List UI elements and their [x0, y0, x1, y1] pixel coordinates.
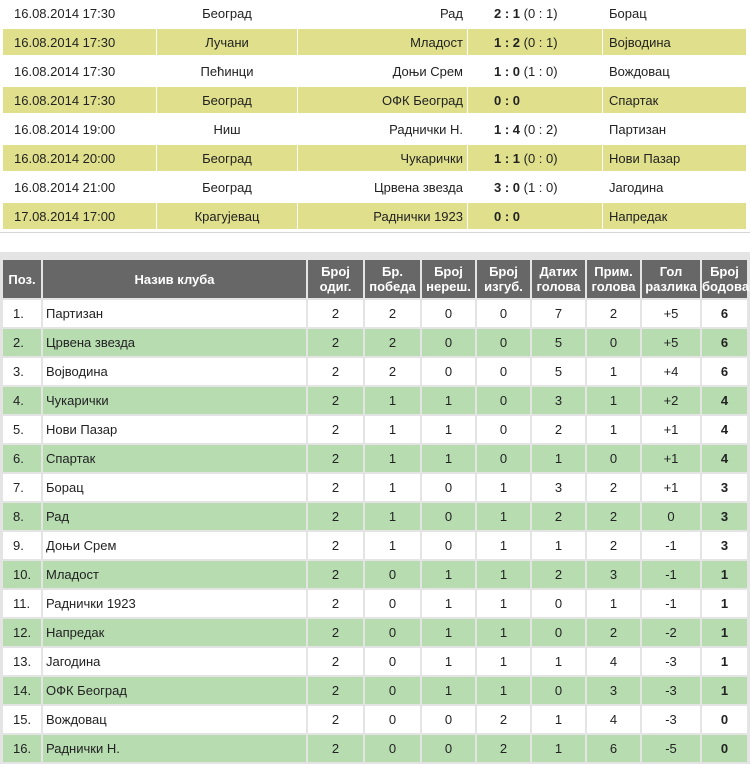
match-datetime: 16.08.2014 17:30 [3, 58, 157, 84]
match-halftime-score: (0 : 0) [523, 150, 558, 166]
match-home-team: Доњи Срем [298, 58, 468, 84]
standing-drawn: 0 [422, 501, 477, 530]
standing-points: 6 [702, 298, 747, 327]
standings-body [3, 298, 747, 762]
match-datetime: 17.08.2014 17:00 [3, 203, 157, 229]
match-score [468, 29, 603, 55]
standing-drawn: 1 [422, 588, 477, 617]
match-away-team: Јагодина [603, 174, 747, 200]
match-home-team: Раднички 1923 [298, 203, 468, 229]
match-final-score: 0 : 0 [494, 208, 521, 224]
standing-played: 2 [308, 588, 365, 617]
match-city: Ниш [157, 116, 298, 142]
standing-lost: 2 [477, 704, 532, 733]
standing-lost: 1 [477, 675, 532, 704]
standing-position: 11. [3, 588, 43, 617]
standing-goal-difference: -1 [642, 588, 702, 617]
match-row [3, 58, 747, 84]
header-drawn [422, 260, 477, 298]
header-won-line2: победа [369, 279, 416, 294]
match-halftime-score: (0 : 2) [523, 121, 558, 137]
standing-goals-for: 2 [532, 414, 587, 443]
standing-won: 0 [365, 733, 422, 762]
standings-row [3, 733, 747, 762]
header-lost-line1: Број [489, 264, 518, 279]
standing-played: 2 [308, 675, 365, 704]
standing-position: 12. [3, 617, 43, 646]
standing-goals-against: 3 [587, 559, 642, 588]
standing-lost: 1 [477, 559, 532, 588]
header-goals-against-line2: голова [591, 279, 636, 294]
standings-row [3, 617, 747, 646]
standing-points: 1 [702, 617, 747, 646]
standing-goals-for: 3 [532, 472, 587, 501]
standing-club: Чукарички [43, 385, 308, 414]
match-city: Београд [157, 174, 298, 200]
standing-won: 1 [365, 414, 422, 443]
header-goals-against-line1: Прим. [594, 264, 633, 279]
standings-row [3, 704, 747, 733]
standing-goals-for: 2 [532, 501, 587, 530]
standing-goals-against: 1 [587, 588, 642, 617]
standing-position: 6. [3, 443, 43, 472]
header-played-line1: Број [321, 264, 350, 279]
standing-points: 0 [702, 704, 747, 733]
header-points-line2: бодова [702, 279, 750, 294]
header-goals-for-line2: голова [536, 279, 581, 294]
match-home-team: Црвена звезда [298, 174, 468, 200]
header-played-line2: одиг. [319, 279, 352, 294]
standings-row [3, 501, 747, 530]
standings-row [3, 588, 747, 617]
header-goals-against [587, 260, 642, 298]
standing-goal-difference: +5 [642, 298, 702, 327]
match-away-team: Војводина [603, 29, 747, 55]
match-final-score: 1 : 2 [494, 34, 521, 50]
standing-position: 1. [3, 298, 43, 327]
standing-goals-for: 3 [532, 385, 587, 414]
standing-lost: 0 [477, 356, 532, 385]
league-standings-table [3, 260, 750, 762]
match-city: Београд [157, 145, 298, 171]
match-away-team: Нови Пазар [603, 145, 747, 171]
standing-played: 2 [308, 501, 365, 530]
standing-goals-against: 6 [587, 733, 642, 762]
match-row [3, 116, 747, 142]
standing-drawn: 0 [422, 327, 477, 356]
standing-position: 13. [3, 646, 43, 675]
standing-goals-against: 1 [587, 356, 642, 385]
standing-position: 9. [3, 530, 43, 559]
match-row [3, 145, 747, 171]
standing-club: Рад [43, 501, 308, 530]
standing-goal-difference: -3 [642, 704, 702, 733]
standing-points: 6 [702, 327, 747, 356]
standing-club: ОФК Београд [43, 675, 308, 704]
standing-drawn: 0 [422, 298, 477, 327]
standing-goal-difference: +2 [642, 385, 702, 414]
standing-played: 2 [308, 414, 365, 443]
standings-row [3, 356, 747, 385]
standing-club: Доњи Срем [43, 530, 308, 559]
standing-position: 4. [3, 385, 43, 414]
standing-goals-for: 5 [532, 356, 587, 385]
standing-lost: 1 [477, 588, 532, 617]
standing-won: 2 [365, 298, 422, 327]
standing-goals-for: 1 [532, 646, 587, 675]
match-row [3, 29, 747, 55]
standings-row [3, 327, 747, 356]
standing-goals-for: 7 [532, 298, 587, 327]
standings-row [3, 646, 747, 675]
standing-played: 2 [308, 298, 365, 327]
standing-goal-difference: 0 [642, 501, 702, 530]
match-home-team: Раднички Н. [298, 116, 468, 142]
standing-goals-against: 2 [587, 530, 642, 559]
standing-points: 1 [702, 559, 747, 588]
standing-position: 3. [3, 356, 43, 385]
standing-won: 1 [365, 501, 422, 530]
header-drawn-line1: Број [434, 264, 463, 279]
match-score [468, 0, 603, 26]
standing-played: 2 [308, 443, 365, 472]
header-goal-difference [642, 260, 702, 298]
standing-goals-against: 2 [587, 472, 642, 501]
standing-lost: 1 [477, 617, 532, 646]
standing-played: 2 [308, 327, 365, 356]
standing-drawn: 1 [422, 414, 477, 443]
standing-club: Партизан [43, 298, 308, 327]
standings-header-row [3, 260, 747, 298]
standing-won: 1 [365, 385, 422, 414]
match-datetime: 16.08.2014 17:30 [3, 0, 157, 26]
match-datetime: 16.08.2014 21:00 [3, 174, 157, 200]
section-divider [0, 232, 750, 233]
standings-row [3, 530, 747, 559]
standing-goal-difference: -2 [642, 617, 702, 646]
match-halftime-score: (1 : 0) [523, 63, 558, 79]
match-halftime-score: (0 : 1) [523, 5, 558, 21]
standing-goals-against: 1 [587, 414, 642, 443]
standing-goals-against: 2 [587, 617, 642, 646]
standing-goal-difference: -5 [642, 733, 702, 762]
standing-position: 5. [3, 414, 43, 443]
standings-row [3, 675, 747, 704]
header-played [308, 260, 365, 298]
match-row [3, 203, 747, 229]
match-home-team: Чукарички [298, 145, 468, 171]
match-row [3, 0, 747, 26]
match-score [468, 145, 603, 171]
standing-played: 2 [308, 733, 365, 762]
match-score [468, 87, 603, 113]
match-score [468, 174, 603, 200]
standing-points: 3 [702, 530, 747, 559]
standing-club: Јагодина [43, 646, 308, 675]
standing-won: 0 [365, 588, 422, 617]
match-datetime: 16.08.2014 20:00 [3, 145, 157, 171]
standing-goal-difference: -1 [642, 530, 702, 559]
standing-position: 14. [3, 675, 43, 704]
standing-won: 0 [365, 617, 422, 646]
standing-drawn: 0 [422, 704, 477, 733]
standing-goals-against: 1 [587, 385, 642, 414]
header-won-line1: Бр. [382, 264, 403, 279]
match-city: Београд [157, 87, 298, 113]
header-goal-difference-line2: разлика [645, 279, 697, 294]
standing-lost: 0 [477, 414, 532, 443]
standing-position: 8. [3, 501, 43, 530]
standing-won: 0 [365, 559, 422, 588]
header-goals-for-line1: Датих [539, 264, 578, 279]
match-final-score: 1 : 1 [494, 150, 521, 166]
standing-points: 0 [702, 733, 747, 762]
standing-played: 2 [308, 472, 365, 501]
standing-club: Борац [43, 472, 308, 501]
header-club: Назив клуба [43, 260, 308, 298]
standing-drawn: 0 [422, 356, 477, 385]
standing-points: 6 [702, 356, 747, 385]
standing-goal-difference: +1 [642, 472, 702, 501]
standing-lost: 0 [477, 298, 532, 327]
header-position: Поз. [3, 260, 43, 298]
standing-drawn: 1 [422, 675, 477, 704]
standing-drawn: 0 [422, 472, 477, 501]
standing-won: 2 [365, 356, 422, 385]
standing-played: 2 [308, 559, 365, 588]
standing-goals-for: 1 [532, 704, 587, 733]
header-lost-line2: изгуб. [484, 279, 523, 294]
standing-played: 2 [308, 356, 365, 385]
standing-points: 4 [702, 443, 747, 472]
match-away-team: Партизан [603, 116, 747, 142]
standing-goal-difference: +1 [642, 443, 702, 472]
standing-goals-against: 4 [587, 646, 642, 675]
standings-row [3, 443, 747, 472]
standing-points: 1 [702, 675, 747, 704]
header-drawn-line2: нереш. [426, 279, 471, 294]
standing-position: 7. [3, 472, 43, 501]
standing-points: 1 [702, 588, 747, 617]
standing-drawn: 1 [422, 443, 477, 472]
standing-points: 4 [702, 414, 747, 443]
match-datetime: 16.08.2014 17:30 [3, 29, 157, 55]
standing-drawn: 1 [422, 617, 477, 646]
standing-club: Раднички Н. [43, 733, 308, 762]
match-score [468, 58, 603, 84]
match-away-team: Напредак [603, 203, 747, 229]
standing-points: 3 [702, 472, 747, 501]
standing-won: 2 [365, 327, 422, 356]
standing-drawn: 1 [422, 385, 477, 414]
match-final-score: 2 : 1 [494, 5, 521, 21]
standing-club: Напредак [43, 617, 308, 646]
standing-goals-against: 2 [587, 501, 642, 530]
standing-goals-for: 0 [532, 675, 587, 704]
match-city: Лучани [157, 29, 298, 55]
standing-won: 1 [365, 443, 422, 472]
match-datetime: 16.08.2014 19:00 [3, 116, 157, 142]
match-score [468, 116, 603, 142]
match-home-team: ОФК Београд [298, 87, 468, 113]
standings-row [3, 559, 747, 588]
header-won [365, 260, 422, 298]
standing-goal-difference: +4 [642, 356, 702, 385]
match-city: Пећинци [157, 58, 298, 84]
standing-won: 1 [365, 530, 422, 559]
match-halftime-score: (1 : 0) [523, 179, 558, 195]
standing-goals-for: 5 [532, 327, 587, 356]
standing-won: 1 [365, 472, 422, 501]
standings-row [3, 472, 747, 501]
standing-played: 2 [308, 646, 365, 675]
match-datetime: 16.08.2014 17:30 [3, 87, 157, 113]
match-home-team: Рад [298, 0, 468, 26]
header-lost [477, 260, 532, 298]
standing-lost: 0 [477, 327, 532, 356]
standing-played: 2 [308, 704, 365, 733]
standing-lost: 1 [477, 501, 532, 530]
standing-lost: 1 [477, 530, 532, 559]
standing-goals-for: 0 [532, 617, 587, 646]
standing-won: 0 [365, 646, 422, 675]
match-away-team: Спартак [603, 87, 747, 113]
match-away-team: Борац [603, 0, 747, 26]
standing-points: 3 [702, 501, 747, 530]
standing-goal-difference: +1 [642, 414, 702, 443]
standings-header [3, 260, 750, 298]
match-final-score: 1 : 4 [494, 121, 521, 137]
match-results-body [3, 0, 747, 229]
match-final-score: 3 : 0 [494, 179, 521, 195]
match-final-score: 1 : 0 [494, 63, 521, 79]
standing-played: 2 [308, 530, 365, 559]
standing-lost: 1 [477, 646, 532, 675]
standing-club: Раднички 1923 [43, 588, 308, 617]
standing-position: 16. [3, 733, 43, 762]
standing-position: 15. [3, 704, 43, 733]
standing-goals-for: 0 [532, 588, 587, 617]
standing-goals-against: 3 [587, 675, 642, 704]
standing-club: Вождовац [43, 704, 308, 733]
standing-goals-for: 1 [532, 443, 587, 472]
match-results-table [3, 0, 747, 232]
standing-club: Војводина [43, 356, 308, 385]
standing-goals-for: 1 [532, 530, 587, 559]
match-home-team: Младост [298, 29, 468, 55]
standing-drawn: 1 [422, 559, 477, 588]
standing-drawn: 0 [422, 530, 477, 559]
standing-points: 4 [702, 385, 747, 414]
standing-goal-difference: +5 [642, 327, 702, 356]
standing-won: 0 [365, 675, 422, 704]
standing-drawn: 1 [422, 646, 477, 675]
standing-goals-against: 0 [587, 327, 642, 356]
match-score [468, 203, 603, 229]
header-points-line1: Број [710, 264, 739, 279]
standing-lost: 1 [477, 472, 532, 501]
match-row [3, 87, 747, 113]
standing-position: 2. [3, 327, 43, 356]
standing-lost: 0 [477, 443, 532, 472]
match-halftime-score: (0 : 1) [523, 34, 558, 50]
standing-position: 10. [3, 559, 43, 588]
standings-row [3, 298, 747, 327]
match-away-team: Вождовац [603, 58, 747, 84]
standings-row [3, 414, 747, 443]
match-row [3, 174, 747, 200]
standing-drawn: 0 [422, 733, 477, 762]
header-points [702, 260, 750, 298]
standing-club: Младост [43, 559, 308, 588]
header-goals-for [532, 260, 587, 298]
standing-goal-difference: -1 [642, 559, 702, 588]
standing-goals-for: 1 [532, 733, 587, 762]
standing-goal-difference: -3 [642, 675, 702, 704]
header-goal-difference-line1: Гол [659, 264, 683, 279]
match-final-score: 0 : 0 [494, 92, 521, 108]
standing-goals-against: 2 [587, 298, 642, 327]
standing-played: 2 [308, 385, 365, 414]
standing-club: Спартак [43, 443, 308, 472]
standing-goals-against: 4 [587, 704, 642, 733]
match-city: Крагујевац [157, 203, 298, 229]
standing-lost: 2 [477, 733, 532, 762]
standing-played: 2 [308, 617, 365, 646]
standing-goals-for: 2 [532, 559, 587, 588]
standings-row [3, 385, 747, 414]
standing-club: Црвена звезда [43, 327, 308, 356]
standing-club: Нови Пазар [43, 414, 308, 443]
standing-lost: 0 [477, 385, 532, 414]
match-city: Београд [157, 0, 298, 26]
standing-points: 1 [702, 646, 747, 675]
standing-won: 0 [365, 704, 422, 733]
standing-goal-difference: -3 [642, 646, 702, 675]
standing-goals-against: 0 [587, 443, 642, 472]
